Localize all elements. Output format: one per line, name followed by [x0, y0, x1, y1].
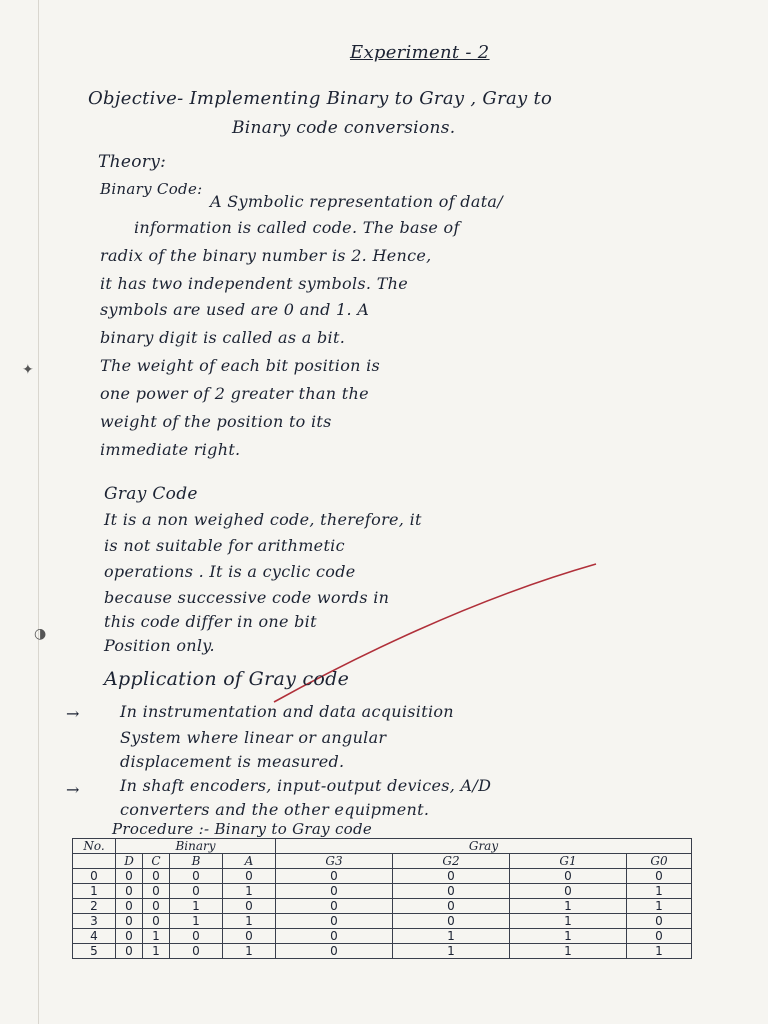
cell: 0	[170, 929, 223, 944]
theory-line: immediate right.	[100, 440, 241, 459]
cell: 1	[223, 884, 276, 899]
gray-line: this code differ in one bit	[104, 612, 317, 631]
cell: 1	[223, 914, 276, 929]
cell: 0	[276, 884, 393, 899]
theory-line: The weight of each bit position is	[100, 356, 381, 375]
theory-line: it has two independent symbols. The	[100, 274, 409, 293]
arrow-icon: →	[66, 704, 80, 723]
cell: 1	[510, 944, 627, 959]
cell: 0	[627, 929, 692, 944]
col-header: G1	[510, 854, 627, 869]
col-header: B	[170, 854, 223, 869]
cell: 1	[223, 944, 276, 959]
page-title: Experiment - 2	[350, 42, 490, 63]
table-row	[73, 914, 692, 929]
application-item: System where linear or angular	[120, 728, 387, 747]
gray-line: because successive code words in	[104, 588, 390, 607]
table-row	[73, 944, 692, 959]
row-no: 0	[73, 869, 116, 884]
objective-line-1: Objective- Implementing Binary to Gray , Gray to	[88, 88, 553, 109]
row-no: 1	[73, 884, 116, 899]
theory-line: one power of 2 greater than the	[100, 384, 369, 403]
cell: 0	[393, 899, 510, 914]
cell: 1	[627, 944, 692, 959]
gray-line: Position only.	[104, 636, 215, 655]
cell: 0	[627, 869, 692, 884]
cell: 0	[510, 884, 627, 899]
page-margin-line	[38, 0, 39, 1024]
cell: 0	[143, 869, 170, 884]
table-row	[73, 929, 692, 944]
cell: 0	[170, 869, 223, 884]
gray-line: operations . It is a cyclic code	[104, 562, 356, 581]
cell: 0	[393, 869, 510, 884]
theory-heading: Theory:	[98, 152, 167, 172]
col-header: G3	[276, 854, 393, 869]
binary-group-header: Binary	[116, 839, 276, 854]
cell: 0	[170, 884, 223, 899]
row-no: 2	[73, 899, 116, 914]
cell: 0	[393, 884, 510, 899]
col-header: D	[116, 854, 143, 869]
cell: 0	[170, 944, 223, 959]
theory-line: binary digit is called as a bit.	[100, 328, 346, 347]
theory-line: radix of the binary number is 2. Hence,	[100, 246, 432, 265]
blank-cell	[73, 854, 116, 869]
cell: 1	[627, 899, 692, 914]
theory-line: information is called code. The base of	[134, 218, 460, 237]
procedure-heading: Procedure :- Binary to Gray code	[112, 820, 373, 838]
application-item: In shaft encoders, input-output devices, A/D	[120, 776, 492, 795]
gray-line: is not suitable for arithmetic	[104, 536, 345, 555]
table-row	[73, 884, 692, 899]
cell: 1	[143, 929, 170, 944]
cell: 0	[116, 929, 143, 944]
application-item: displacement is measured.	[120, 752, 345, 771]
cell: 1	[510, 899, 627, 914]
cell: 0	[116, 944, 143, 959]
col-header: G2	[393, 854, 510, 869]
cell: 1	[170, 914, 223, 929]
cell: 0	[143, 899, 170, 914]
cell: 0	[116, 884, 143, 899]
theory-line: A Symbolic representation of data/	[210, 192, 503, 211]
theory-line: weight of the position to its	[100, 412, 332, 431]
cell: 1	[143, 944, 170, 959]
cell: 1	[393, 929, 510, 944]
application-item: converters and the other equipment.	[120, 800, 430, 819]
col-header: C	[143, 854, 170, 869]
application-item: In instrumentation and data acquisition	[120, 702, 454, 721]
objective-line-2: Binary code conversions.	[232, 118, 456, 138]
cell: 0	[627, 914, 692, 929]
cell: 1	[627, 884, 692, 899]
col-no-header: No.	[73, 839, 116, 854]
table-group-header	[73, 839, 692, 854]
cell: 0	[393, 914, 510, 929]
binary-gray-table	[72, 838, 692, 959]
margin-mark: ✦	[22, 362, 34, 378]
cell: 0	[143, 884, 170, 899]
table-row	[73, 899, 692, 914]
cell: 0	[276, 944, 393, 959]
row-no: 4	[73, 929, 116, 944]
cell: 0	[276, 869, 393, 884]
cell: 1	[510, 914, 627, 929]
col-header: G0	[627, 854, 692, 869]
cell: 0	[116, 869, 143, 884]
theory-line: symbols are used are 0 and 1. A	[100, 300, 370, 319]
gray-line: It is a non weighed code, therefore, it	[104, 510, 422, 529]
margin-mark: ◑	[34, 626, 47, 642]
cell: 0	[276, 914, 393, 929]
cell: 0	[143, 914, 170, 929]
table-row	[73, 869, 692, 884]
cell: 0	[510, 869, 627, 884]
cell: 0	[116, 899, 143, 914]
binary-code-label: Binary Code:	[100, 180, 203, 198]
col-header: A	[223, 854, 276, 869]
gray-group-header: Gray	[276, 839, 692, 854]
cell: 0	[116, 914, 143, 929]
cell: 0	[223, 929, 276, 944]
cell: 0	[223, 869, 276, 884]
cell: 0	[276, 899, 393, 914]
application-heading: Application of Gray code	[104, 668, 350, 690]
arrow-icon: →	[66, 780, 80, 799]
row-no: 3	[73, 914, 116, 929]
cell: 0	[276, 929, 393, 944]
table-column-header	[73, 854, 692, 869]
gray-code-heading: Gray Code	[104, 484, 198, 504]
cell: 1	[510, 929, 627, 944]
cell: 0	[223, 899, 276, 914]
row-no: 5	[73, 944, 116, 959]
cell: 1	[170, 899, 223, 914]
cell: 1	[393, 944, 510, 959]
